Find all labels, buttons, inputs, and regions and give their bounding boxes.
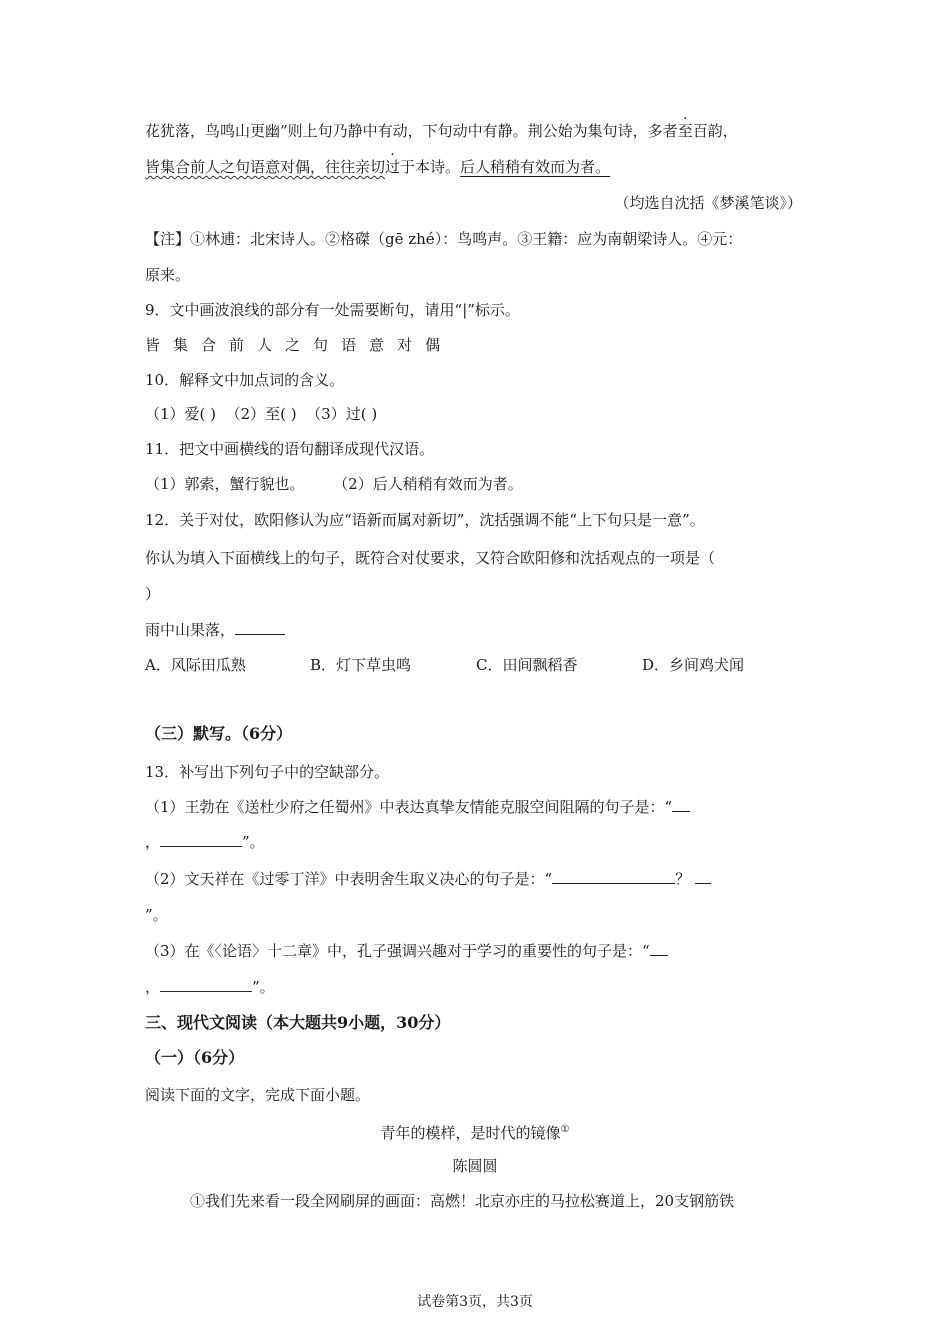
q13-2-blank-a	[552, 869, 675, 884]
note-line-2: 原来。	[145, 266, 191, 284]
q11-item-2: （2）后人稍稍有效而为者。	[333, 475, 523, 493]
wavy-underlined-text: 皆集合前人之句语意对偶，往往亲切	[145, 158, 386, 176]
q12-line-3: ）	[145, 585, 161, 603]
passage-line-2: 皆集合前人之句语意对偶，往往亲切过于本诗。后人稍稍有效而为者。	[145, 158, 611, 176]
dotted-word-guo: 过	[385, 158, 401, 176]
q9-prompt: 9．文中画波浪线的部分有一处需要断句，请用“|”标示。	[145, 301, 520, 319]
q13-3-blank-b	[160, 977, 252, 992]
page-footer: 试卷第3页，共3页	[417, 1294, 533, 1310]
q13-2-blank-b	[695, 869, 711, 884]
q12-option-a[interactable]: A．风际田瓜熟	[145, 656, 246, 674]
dotted-word-zhi: 至	[677, 122, 693, 140]
part3-heading: 三、现代文阅读（本大题共9小题，30分）	[145, 1013, 451, 1032]
q11-items	[145, 474, 523, 494]
part3-subheading: （一）（6分）	[145, 1048, 245, 1067]
q12-line-2: 你认为填入下面横线上的句子，既符合对仗要求，又符合欧阳修和沈括观点的一项是（	[145, 549, 716, 567]
q10-prompt: 10．解释文中加点词的含义。	[145, 371, 345, 389]
q13-3-line-1: （3）在《〈论语〉十二章》中，孔子强调兴趣对于学习的重要性的句子是：“	[145, 941, 668, 961]
q13-3-line-2: ， ”。	[145, 978, 275, 996]
q13-1-blank-a	[672, 797, 690, 812]
q13-3-blank-a	[650, 941, 668, 956]
q12-options	[145, 655, 744, 675]
q12-option-c[interactable]: C．田间飘稻香	[476, 656, 578, 674]
q12-line-1: 12．关于对仗，欧阳修认为应“语新而属对新切”，沈括强调不能“上下句只是一意”。	[145, 511, 705, 529]
section3-heading: （三）默写。（6分）	[145, 724, 293, 743]
q10-item-2: （2）至( )	[225, 405, 297, 423]
q11-item-1: （1）郭索，蟹行貌也。	[145, 475, 305, 493]
q10-items	[145, 404, 377, 424]
q13-1-blank-b	[160, 832, 242, 847]
q10-item-1: （1）爱( )	[145, 405, 217, 423]
q13-2-line-2: ”。	[145, 906, 168, 924]
q9-sentence: 皆集合前人之句语意对偶	[145, 336, 454, 354]
q13-1-line-1: （1）王勃在《送杜少府之任蜀州》中表达真挚友情能克服空间阻隔的句子是：“	[145, 797, 690, 817]
q12-blank	[235, 620, 285, 635]
passage-source: （均选自沈括《梦溪笔谈》）	[614, 194, 802, 212]
q13-2-line-1: （2）文天祥在《过零丁洋》中表明舍生取义决心的句子是：“ ？	[145, 869, 711, 889]
underlined-sentence: 后人稍稍有效而为者。	[460, 158, 611, 176]
q10-item-3: （3）过( )	[306, 405, 378, 423]
note-line-1: 【注】①林逋：北宋诗人。②格磔（gē zhé）：鸟鸣声。③王籍：应为南朝梁诗人。④元：	[145, 230, 743, 248]
q12-option-b[interactable]: B．灯下草虫鸣	[310, 656, 412, 674]
title-footnote-mark: ①	[560, 1124, 570, 1135]
passage-line-1: 花犹落，鸟鸣山更幽”则上句乃静中有动，下句动中有静。荆公始为集句诗，多者至百韵，	[145, 122, 738, 140]
q13-prompt: 13．补写出下列句子中的空缺部分。	[145, 763, 390, 781]
q12-stem: 雨中山果落，	[145, 620, 285, 640]
article-paragraph-1: ①我们先来看一段全网刷屏的画面：高燃！北京亦庄的马拉松赛道上，20支钢筋铁	[190, 1192, 735, 1210]
part3-instruction: 阅读下面的文字，完成下面小题。	[145, 1086, 371, 1104]
article-title: 青年的模样，是时代的镜像①	[380, 1124, 570, 1142]
article-author: 陈圆圆	[452, 1157, 498, 1175]
q13-1-line-2: ， ”。	[145, 833, 265, 851]
q12-option-d[interactable]: D．乡间鸡犬闻	[642, 656, 745, 674]
q11-prompt: 11．把文中画横线的语句翻译成现代汉语。	[145, 440, 435, 458]
